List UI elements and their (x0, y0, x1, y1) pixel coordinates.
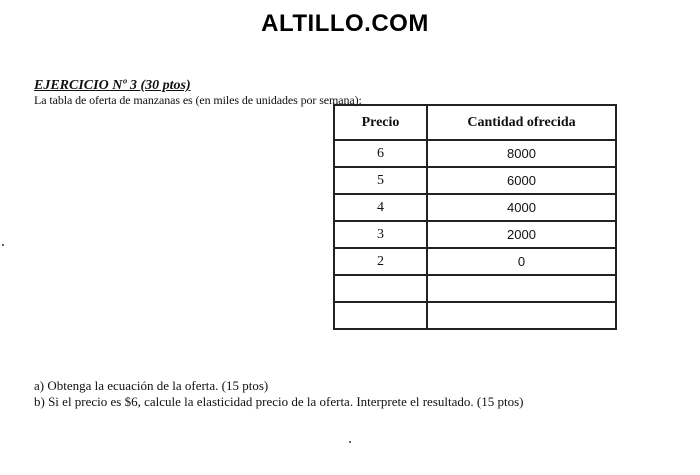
scan-speck (2, 244, 4, 246)
question-a: a) Obtenga la ecuación de la oferta. (15 ptos) (34, 378, 269, 393)
scan-speck (349, 441, 351, 443)
table-row (334, 140, 616, 167)
table-header-row (334, 105, 616, 140)
exercise-title: EJERCICIO Nº 3 (30 ptos) (34, 78, 191, 93)
cell-price: 5 (334, 167, 427, 194)
cell-quantity: 4000 (427, 194, 616, 221)
cell-price: 6 (334, 140, 427, 167)
questions-list (34, 378, 523, 410)
table-row-empty (334, 302, 616, 329)
table-row (334, 221, 616, 248)
table-row (334, 167, 616, 194)
header-cantidad-ofrecida: Cantidad ofrecida (427, 105, 616, 140)
cell-price: 3 (334, 221, 427, 248)
table-row-empty (334, 275, 616, 302)
cell-price (334, 275, 427, 302)
cell-quantity: 0 (427, 248, 616, 275)
cell-quantity (427, 275, 616, 302)
cell-quantity: 6000 (427, 167, 616, 194)
cell-price (334, 302, 427, 329)
table-row (334, 248, 616, 275)
question-b: b) Si el precio es $6, calcule la elasticidad precio de la oferta. Interprete el resultado. (15 ptos) (34, 394, 524, 409)
supply-table (333, 104, 617, 330)
exercise-intro: La tabla de oferta de manzanas es (en miles de unidades por semana): (34, 93, 362, 107)
cell-quantity: 8000 (427, 140, 616, 167)
cell-quantity: 2000 (427, 221, 616, 248)
cell-quantity (427, 302, 616, 329)
cell-price: 2 (334, 248, 427, 275)
table-row (334, 194, 616, 221)
site-banner: ALTILLO.COM (261, 10, 429, 37)
header-precio: Precio (334, 105, 427, 140)
cell-price: 4 (334, 194, 427, 221)
